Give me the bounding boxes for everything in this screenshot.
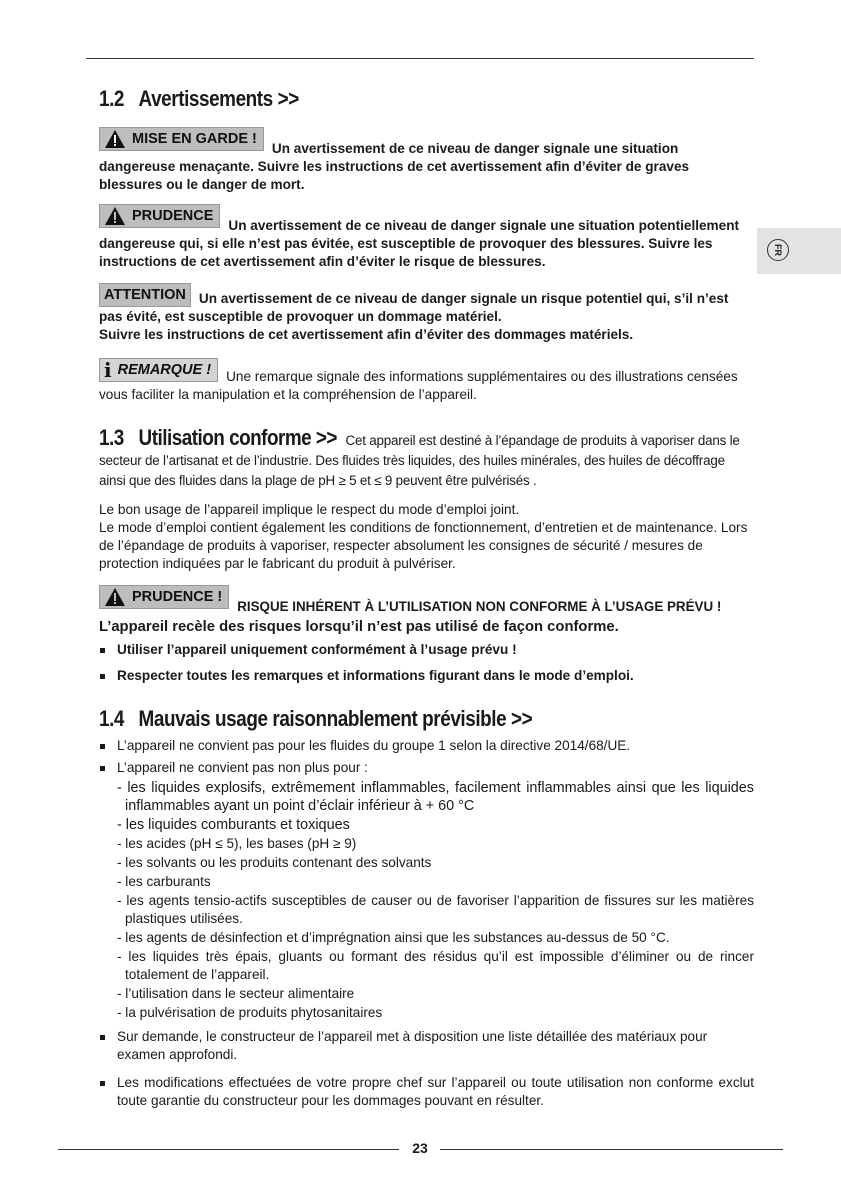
dash-item: - les agents tensio-actifs susceptibles de causer ou de favoriser l’apparition de fissures sur les matières plastiques utilisées. bbox=[117, 893, 754, 926]
dash-item: - les carburants bbox=[117, 874, 211, 889]
note-label: i REMARQUE ! bbox=[99, 358, 218, 382]
dash-item: - les agents de désinfection et d’imprégnation ainsi que les substances au-dessus de 50 °C. bbox=[117, 930, 670, 945]
list-item: Sur demande, le constructeur de l’appareil met à disposition une liste détaillée des matériaux pour examen approfondi. bbox=[99, 1028, 754, 1064]
section-1-3-heading: 1.3 Utilisation conforme >> bbox=[99, 425, 337, 450]
caution-label: PRUDENCE bbox=[99, 204, 220, 228]
dash-item: - les liquides comburants et toxiques bbox=[117, 817, 350, 833]
misuse-caution-block: PRUDENCE ! RISQUE INHÉRENT À L’UTILISATION NON CONFORME À L’USAGE PRÉVU ! L’appareil recèle des risques lorsqu’il n’est pas utilisé de façon conforme. Utiliser l’appareil uniquement conformément à l’usage prévu ! Respecter toutes les remarques et informations figurant dans le mode d’emploi. bbox=[99, 585, 754, 689]
list-item: L’appareil ne convient pas pour les fluides du groupe 1 selon la directive 2014/68/UE. bbox=[99, 737, 754, 755]
list-item: L’appareil ne convient pas non plus pour : - les liquides explosifs, extrêmement inflammables, facilement inflammables ainsi que les liquides inflammables ayant un point d’éclair inférieur à + 60 °C - les liquides comburants et toxiques - les acides (pH ≤ 5), les bases (pH ≥ 9) - les solvants ou les produits contenant des solvants - les carburants - les agents tensio-actifs susceptibles de causer ou de favoriser l’apparition de fissures sur les matières plastiques utilisées. - les agents de désinfection et d’imprégnation ainsi que les substances au-dessus de 50 °C. - les liquides très épais, gluants ou formant des résidus qu’il est impossible d’éliminer ou de rincer totalement de l’appareil. - l’utilisation dans le secteur alimentaire - la pulvérisation de produits phytosanitaires bbox=[99, 759, 754, 1022]
footer-rule-left bbox=[58, 1149, 399, 1150]
dash-item: - les liquides très épais, gluants ou formant des résidus qu’il est impossible d’éliminer ou de rincer totalement de l’appareil. bbox=[117, 949, 754, 982]
list-item: Les modifications effectuées de votre propre chef sur l’appareil ou toute utilisation non conforme exclut toute garantie du constructeur pour les dommages pouvant en résulter. bbox=[99, 1074, 754, 1110]
caution-label: PRUDENCE ! bbox=[99, 585, 229, 609]
note-paragraph: i REMARQUE ! Une remarque signale des informations supplémentaires ou des illustrations censées vous faciliter la manipulation et la compréhension de l’appareil. bbox=[99, 358, 738, 402]
caution-paragraph: PRUDENCE Un avertissement de ce niveau de danger signale une situation potentiellement dangereuse qui, si elle n’est pas évitée, est susceptible de provoquer des blessures. Suivre les instructions de cet avertissement afin d’éviter le risque de blessures. bbox=[99, 204, 754, 271]
dash-item: - la pulvérisation de produits phytosanitaires bbox=[117, 1005, 383, 1020]
excluded-fluids-list bbox=[117, 779, 754, 1022]
misuse-bullet-list bbox=[99, 737, 754, 1110]
warning-label: MISE EN GARDE ! bbox=[99, 127, 264, 151]
section-1-3-block: 1.3 Utilisation conforme >> Cet appareil est destiné à l’épandage de produits à vaporiser dans le secteur de l’artisanat et de l’industrie. Des fluides très liquides, des huiles minérales, des huiles de décoffrage ainsi que des fluides dans la plage de pH ≥ 5 et ≤ 9 peuvent être pulvérisés . bbox=[99, 425, 740, 488]
language-badge: FR bbox=[767, 239, 789, 261]
section-1-4-heading: 1.4 Mauvais usage raisonnablement prévisible >> bbox=[99, 706, 533, 731]
warning-triangle-icon bbox=[104, 129, 126, 149]
footer-rule-right bbox=[440, 1149, 783, 1150]
attention-paragraph: ATTENTION Un avertissement de ce niveau de danger signale un risque potentiel qui, s’il n’est pas évité, est susceptible de provoquer un dommage matériel. Suivre les instructions de cet avertissement afin d’éviter des dommages matériels. bbox=[99, 283, 754, 344]
dash-item: - l’utilisation dans le secteur alimentaire bbox=[117, 986, 355, 1001]
list-item: Utiliser l’appareil uniquement conformément à l’usage prévu ! bbox=[99, 641, 754, 659]
section-1-4-body bbox=[99, 737, 754, 1114]
warning-triangle-icon bbox=[104, 206, 126, 226]
proper-use-paragraph: Le bon usage de l’appareil implique le respect du mode d’emploi joint. Le mode d’emploi contient également les conditions de fonctionnement, d’entretien et de maintenance. Lors de l’épandage de produits à vaporiser, respecter absolument les consignes de sécurité / mesures de protection indiquées par le fabricant du produit à pulvériser. bbox=[99, 502, 748, 571]
info-icon: i bbox=[104, 358, 112, 382]
page-number: 23 bbox=[412, 1140, 428, 1156]
caution-bullet-list bbox=[99, 641, 754, 685]
dash-item: - les acides (pH ≤ 5), les bases (pH ≥ 9) bbox=[117, 836, 357, 851]
dash-item: - les liquides explosifs, extrêmement inflammables, facilement inflammables ainsi que les liquides inflammables ayant un point d’éclair inférieur à + 60 °C bbox=[117, 780, 754, 814]
attention-label: ATTENTION bbox=[99, 283, 191, 307]
top-rule bbox=[86, 58, 754, 59]
section-1-2-heading: 1.2 Avertissements >> bbox=[99, 86, 299, 111]
dash-item: - les solvants ou les produits contenant des solvants bbox=[117, 855, 432, 870]
list-item: Respecter toutes les remarques et informations figurant dans le mode d’emploi. bbox=[99, 667, 754, 685]
warning-paragraph: MISE EN GARDE ! Un avertissement de ce niveau de danger signale une situation dangereuse menaçante. Suivre les instructions de cet avertissement afin d’éviter de graves blessures ou le danger de mort. bbox=[99, 127, 754, 194]
warning-triangle-icon bbox=[104, 587, 126, 607]
